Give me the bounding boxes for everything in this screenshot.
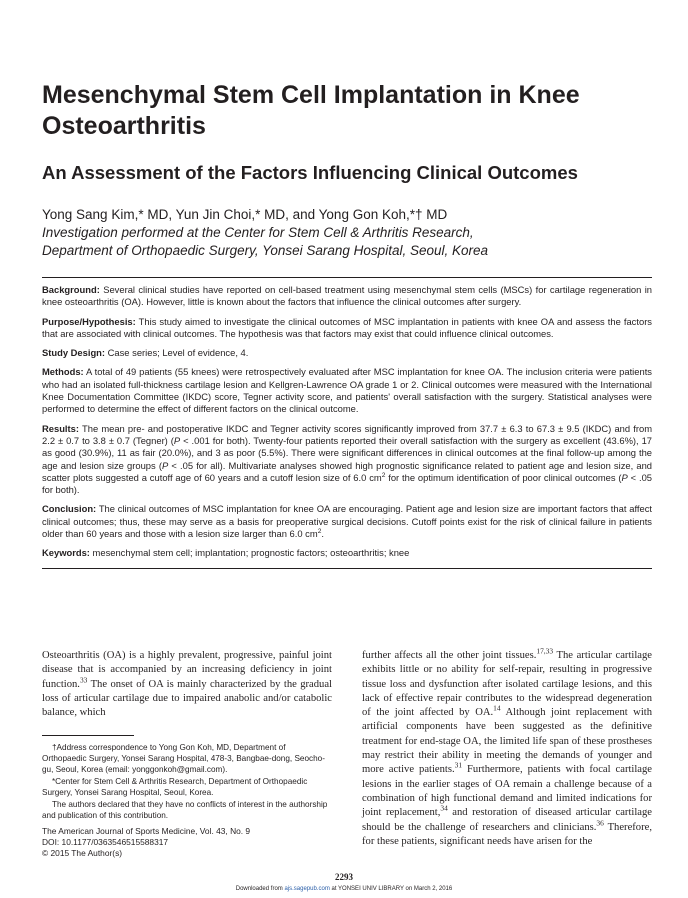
affiliation-line: Department of Orthopaedic Surgery, Yonsei Sarang Hospital, Seoul, Korea [42,243,489,258]
footnote-correspondence: †Address correspondence to Yong Gon Koh, MD, Department of Orthopaedic Surgery, Yonsei Sarang Hospital, 478-3, Bangbae-dong, Seocho-gu, Seoul, Korea (email: yonggonkoh@gmail.com). [42,743,325,774]
section-text: for the optimum identification of poor clinical outcomes ( [385,471,622,483]
affiliation-line: Investigation performed at the Center for Stem Cell & Arthritis Research, [42,225,474,240]
body-text: Therefore, for these patients, significant needs have arisen for the [362,821,652,847]
citation: 31 [454,760,463,770]
p-value-symbol: P [161,459,169,471]
body-column-right [362,646,653,849]
section-label: Study Design: [42,347,106,359]
section-text: < .001 for both). Twenty-four patients reported their overall satisfaction with the surgery as excellent (43.6%), 17 as good (30.9%), 11 as fair (20.0%), and 3 as poor (5.5%). There were significant differences in clinical outcomes at the final follow-up among the age and lesion size groups ( [42,434,653,471]
citation: 17,33 [536,646,554,656]
citation: 36 [596,818,604,828]
copyright: © 2015 The Author(s) [42,848,123,858]
body-text: Although joint replacement with artificial components have been suggested as the definitive treatment for end-stage OA, the limited life span of these prostheses may restrict their ability in meeting the demands of younger and more active patients. [362,707,653,776]
author-list: Yong Sang Kim,* MD, Yun Jin Choi,* MD, and Yong Gon Koh,*† MD [42,207,448,222]
footnote-center: *Center for Stem Cell & Arthritis Research, Department of Orthopaedic Surgery, Yonsei Sarang Hospital, Seoul, Korea. [42,777,308,797]
body-text: further affects all the other joint tissues. [362,650,537,661]
affiliation [42,224,488,260]
article-subtitle: An Assessment of the Factors Influencing Clinical Outcomes [42,162,578,183]
download-notice [0,886,688,892]
body-text: The onset of OA is mainly characterized by the gradual loss of articular cartilage due to impaired anabolic and/or catabolic balance, which [42,678,332,719]
abstract-methods [42,366,652,415]
citation: 34 [440,803,448,813]
section-text: . [321,528,324,540]
body-text: Osteoarthritis (OA) is a highly prevalent, progressive, painful joint disease that is accompanied by an increasing deficiency in joint function. [42,650,332,690]
download-suffix: at YONSEI UNIV LIBRARY on March 2, 2016 [329,886,453,892]
abstract-purpose [42,316,652,341]
doi: DOI: 10.1177/0363546515588317 [42,837,169,847]
section-text: The clinical outcomes of MSC implantation for knee OA are encouraging. Patient age and lesion size are important factors that affect clinical outcomes; thus, these may serve as a basis for preoperative surgical decisions. Cutoff points exist for the risk of clinical failure in patients older than 60 years and those with a lesion size larger than 6.0 cm [42,503,652,540]
abstract-study-design [42,347,652,359]
abstract-keywords [42,547,652,559]
body-column-left [42,649,332,720]
section-label: Conclusion: [42,503,97,515]
section-label: Methods: [42,366,84,378]
section-text: mesenchymal stem cell; implantation; prognostic factors; osteoarthritis; knee [92,547,410,559]
section-label: Purpose/Hypothesis: [42,315,136,327]
body-text: and restoration of diseased articular cartilage should be the challenge of researchers and clinicians. [362,807,652,833]
section-text: This study aimed to investigate the clinical outcomes of MSC implantation in patients with knee OA and assess the factors that are associated with clinical outcomes. The hypothesis was that factors may exist that could influence clinical outcomes. [42,315,652,339]
footnotes [42,742,332,822]
abstract-conclusion [42,503,652,540]
p-value-symbol: P [621,471,628,483]
footnote-divider [42,735,134,736]
section-label: Keywords: [42,547,90,559]
body-text: Furthermore, patients with focal cartilage lesions in the earlier stages of OA remain a challenge because of a combination of high functional demand and limited indications for joint replacement, [362,764,653,819]
section-label: Background: [42,284,100,295]
p-value-symbol: P [173,434,181,446]
section-text: Case series; Level of evidence, 4. [107,347,249,359]
section-text: < .05 for both). [42,471,653,496]
download-prefix: Downloaded from [235,886,285,892]
section-label: Results: [42,422,79,434]
journal-info [42,826,250,859]
abstract-results [42,423,652,497]
section-text: The mean pre- and postoperative IKDC and Tegner activity scores significantly improved from 37.7 ± 6.3 to 67.3 ± 9.5 (IKDC) and from 2.2 ± 0.7 to 3.8 ± 0.7 (Tegner) ( [42,422,652,446]
citation: 33 [79,675,88,685]
citation: 14 [493,703,501,713]
abstract-box [42,277,652,569]
superscript: 2 [381,471,386,479]
section-text: < .05 for all). Multivariate analyses showed high prognostic significance related to patient age and lesion size, and scatter plots suggested a cutoff age of 60 years and a cutoff lesion size of 6.0 cm [42,459,652,483]
page-number: 2293 [335,872,353,882]
body-text: The articular cartilage exhibits little or no ability for self-repair, resulting in progressive tissue loss and dysfunction after isolated cartilage lesions, and this lack of effective repair contributes to the widespread degeneration of the joint affected by OA. [362,650,652,719]
article-title: Mesenchymal Stem Cell Implantation in Knee Osteoarthritis [42,81,580,140]
abstract-background [42,284,652,309]
journal-name: The American Journal of Sports Medicine, Vol. 43, No. 9 [42,826,251,836]
footnote-conflict: The authors declared that they have no conflicts of interest in the authorship and publication of this contribution. [42,800,328,820]
download-link[interactable]: ajs.sagepub.com [284,886,330,892]
section-text: Several clinical studies have reported on cell-based treatment using mesenchymal stem cells (MSCs) for cartilage regeneration in knee osteoarthritis (OA). However, little is known about the factors that influence the clinical outcomes after surgery. [42,284,652,308]
superscript: 2 [317,527,322,535]
section-text: A total of 49 patients (55 knees) were retrospectively evaluated after MSC implantation for knee OA. The inclusion criteria were patients who had an isolated full-thickness cartilage lesion and Kellgren-Lawrence OA grade 1 or 2. Clinical outcomes were measured with the International Knee Documentation Committee (IKDC) score, Tegner activity score, and patients' overall satisfaction with the surgery. Statistical analyses were performed to determine the effect of different factors on the clinical outcome. [42,366,652,415]
